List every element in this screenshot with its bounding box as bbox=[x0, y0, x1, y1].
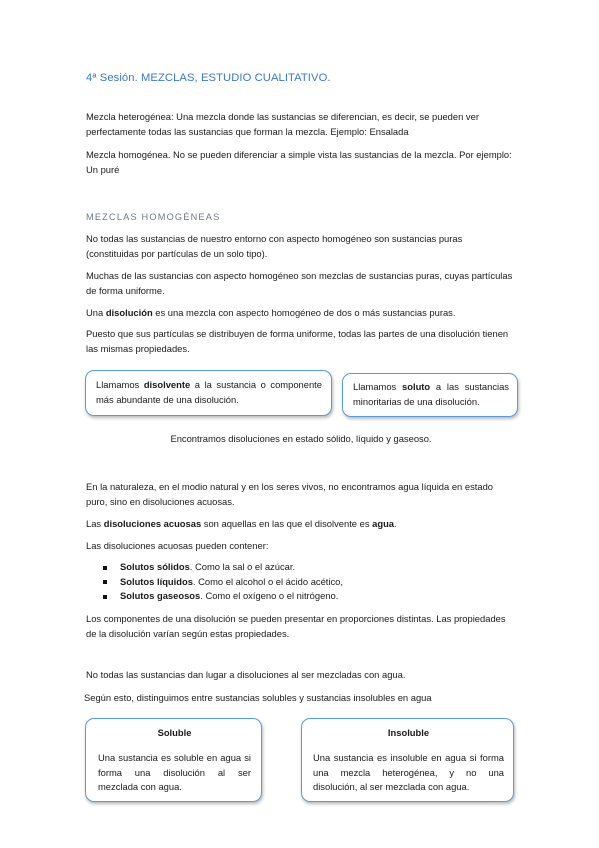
soluto-text bbox=[353, 380, 509, 409]
soluble-title: Soluble bbox=[157, 727, 192, 738]
list-item-term: Solutos líquidos bbox=[120, 575, 193, 587]
paragraph-pueden-contener: Las disoluciones acuosas pueden contener: bbox=[86, 540, 269, 551]
list-item-text: . Como el oxígeno o el nitrógeno. bbox=[200, 590, 339, 602]
heterogenea-paragraph bbox=[86, 110, 516, 139]
soluble-box bbox=[85, 718, 262, 802]
list-item-term: Solutos gaseosos bbox=[120, 590, 201, 602]
paragraph-no-todas-puras: No todas las sustancias de nuestro entorno con aspecto homogéneo son sustancias puras (constituidas por partículas de un solo tipo). bbox=[86, 233, 463, 259]
list-item bbox=[86, 575, 516, 590]
paragraph-componentes: Los componentes de una disolución se pueden presentar en proporciones distintas. Las propiedades de la disolución varían según estas propiedades. bbox=[86, 613, 506, 639]
term-soluto: soluto bbox=[402, 381, 431, 392]
paragraph-no-todas-agua: No todas las sustancias dan lugar a disoluciones al ser mezcladas con agua. bbox=[86, 669, 406, 680]
term-disolvente: disolvente bbox=[143, 379, 191, 390]
solutos-list bbox=[86, 560, 516, 604]
homogenea-paragraph: Mezcla homogénea. No se pueden diferenciar a simple vista las sustancias de la mezcla. Por ejemplo: Un puré bbox=[86, 149, 512, 175]
list-item-term: Solutos sólidos bbox=[120, 561, 190, 572]
disolvente-box bbox=[85, 370, 332, 416]
text: Llamamos bbox=[96, 379, 144, 390]
insoluble-box bbox=[301, 718, 514, 802]
disolvente-text bbox=[96, 378, 322, 407]
text: a la sustancia o componente más abundante de una disolución. bbox=[96, 379, 322, 405]
paragraph-mezclas-puras: Muchas de las sustancias con aspecto homogéneo son mezclas de sustancias puras, cuyas partículas de forma uniforme. bbox=[86, 270, 513, 296]
text: Llamamos bbox=[353, 381, 403, 392]
insoluble-title: Insoluble bbox=[387, 727, 430, 738]
text: . bbox=[394, 518, 397, 529]
paragraph-naturaleza: En la naturaleza, en el modio natural y en los seres vivos, no encontramos agua líquida en estado puro, sino en disoluciones acuosas. bbox=[86, 481, 494, 507]
paragraph-distinguimos: Según esto, distinguimos entre sustancias solubles y sustancias insolubles en agua bbox=[84, 692, 432, 703]
paragraph-disolucion bbox=[86, 306, 516, 321]
text: Las bbox=[86, 518, 104, 529]
text: Una bbox=[86, 307, 106, 318]
soluble-text: Una sustancia es soluble en agua si forma una disolución al ser mezclada con agua. bbox=[98, 752, 251, 793]
text: es una mezcla con aspecto homogéneo de dos o más sustancias puras. bbox=[152, 307, 456, 318]
soluto-box bbox=[342, 373, 518, 417]
list-item bbox=[86, 589, 516, 604]
page-title: 4ª Sesión. MEZCLAS, ESTUDIO CUALITATIVO. bbox=[86, 72, 331, 84]
list-item-text: . Como la sal o el azúcar. bbox=[189, 561, 296, 572]
text: a las sustancias minoritarias de una disolución. bbox=[353, 381, 509, 407]
heterogenea-label: Mezcla heterogénea: bbox=[86, 111, 174, 122]
term-disoluciones-acuosas: disoluciones acuosas bbox=[103, 518, 202, 529]
list-item bbox=[86, 560, 516, 575]
text: son aquellas en las que el disolvente es bbox=[201, 518, 373, 529]
paragraph-propiedades: Puesto que sus partículas se distribuyen de forma uniforme, todas las partes de una disolución tienen las mismas propiedades. bbox=[86, 328, 509, 354]
section-title: MEZCLAS HOMOGÉNEAS bbox=[86, 212, 221, 222]
estados-line: Encontramos disoluciones en estado sólido, líquido y gaseoso. bbox=[170, 433, 432, 444]
insoluble-text: Una sustancia es insoluble en agua si forma una mezcla heterogénea, y no una disolución, al ser mezclada con agua. bbox=[313, 752, 504, 793]
heterogenea-text: Una mezcla donde las sustancias se diferencian, es decir, se pueden ver perfectamente todas las sustancias que forman la mezcla. Ejemplo: Ensalada bbox=[86, 111, 479, 137]
list-item-text: . Como el alcohol o el ácido acético, bbox=[192, 575, 344, 587]
term-agua: agua bbox=[372, 518, 395, 529]
paragraph-acuosas bbox=[86, 517, 516, 532]
term-disolucion: disolución bbox=[105, 307, 153, 318]
